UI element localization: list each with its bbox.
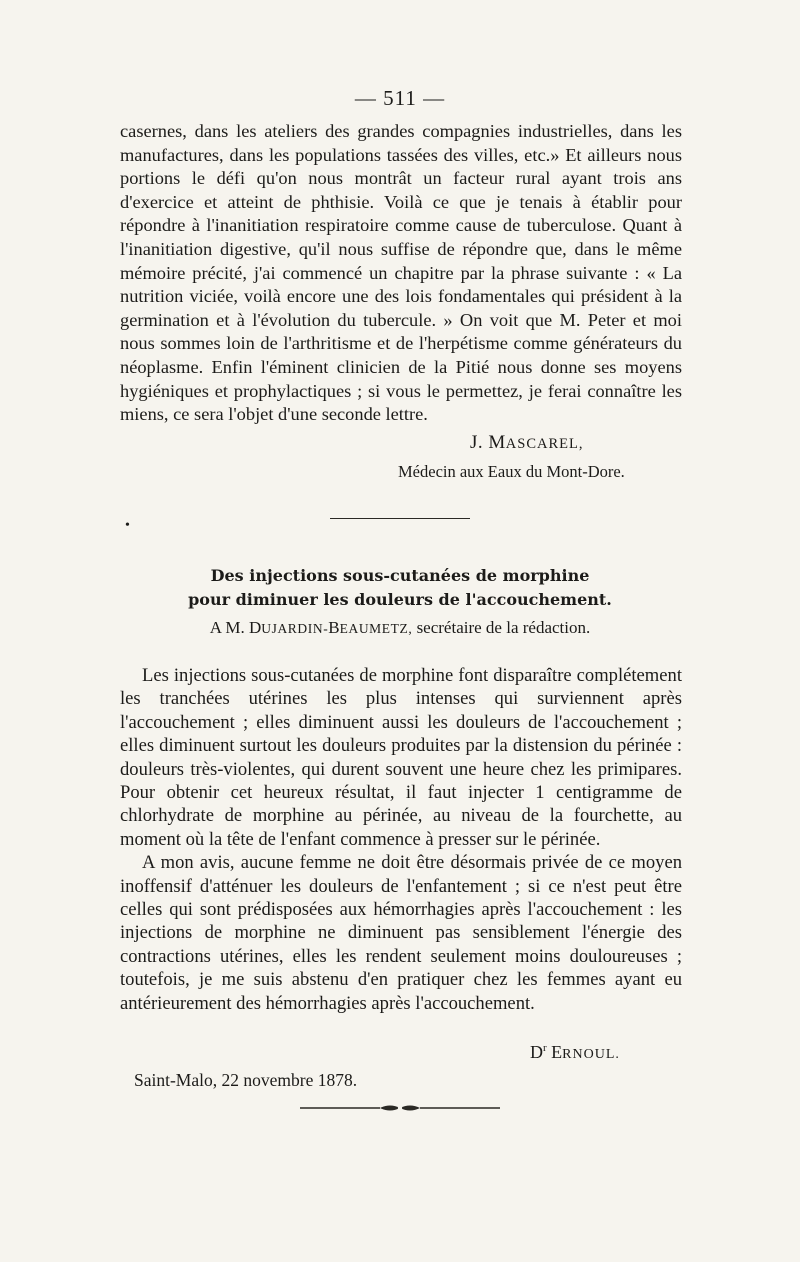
- address-name-part1: UJARDIN-: [261, 621, 329, 636]
- article-address: [0, 618, 800, 638]
- signature-mascarel: [470, 432, 584, 454]
- stray-dot: •: [125, 518, 130, 533]
- signature2-name: RNOUL.: [562, 1047, 620, 1062]
- ornament-divider: [300, 1102, 500, 1114]
- section-divider: [330, 518, 470, 519]
- paragraph-3: A mon avis, aucune femme ne doit être désormais privée de ce moyen inoffensif d'atténuer les douleurs de l'enfantement ; si ce n'est peut être celles qui sont prédisposées aux hémorrhagies après l'accouchement : les injections de morphine ne diminuent pas sensiblement l'énergie des contractions utérines, elles les rendent seulement moins douloureuses ; toutefois, je me suis abstenu d'en pratiquer chez les femmes ayant eu antérieurement des hémorrhagies après l'accouchement.: [120, 852, 682, 1014]
- address-name-part2: EAUMETZ,: [339, 621, 413, 636]
- signature-initial: J. M: [470, 432, 506, 453]
- place-date: Saint-Malo, 22 novembre 1878.: [134, 1070, 358, 1090]
- address-prefix: A M. D: [209, 618, 262, 637]
- address-suffix: secrétaire de la rédaction.: [412, 618, 591, 637]
- signature2-title-sup: r: [543, 1042, 547, 1054]
- article-title-line-2: pour diminuer les douleurs de l'accouchement.: [188, 590, 612, 609]
- signature2-title: D: [530, 1042, 543, 1062]
- signature2-initial: E: [546, 1042, 563, 1062]
- paragraph-1: casernes, dans les ateliers des grandes compagnies industrielles, dans les manufactures, dans les populations tassées des villes, etc.» Et ailleurs nous portions le défi qu'on nous montrât un facteur rural ayant trois ans d'exercice et atteint de phthisie. Voilà ce que je tenais à établir pour répondre à l'inanitiation respiratoire comme cause de tuberculose. Quant à l'inanitiation digestive, qu'il nous suffise de répondre que, dans le même mémoire précité, j'ai commencé un chapitre par la phrase suivante : « La nutrition viciée, voilà encore une des lois fondamentales qui président à la germination et à l'évolution du tubercule. » On voit que M. Peter et moi nous sommes loin de l'arthritisme et de l'herpétisme comme générateurs du néoplasme. Enfin l'éminent clinicien de la Pitié nous donne ses moyens hygiéniques et prophylactiques ; si vous le permettez, je ferai connaître les miens, ce sera l'objet d'une seconde lettre.: [120, 121, 682, 425]
- article-body: [120, 664, 682, 1015]
- page-number: — 511 —: [354, 86, 446, 110]
- signature-affiliation: Médecin aux Eaux du Mont-Dore.: [398, 462, 625, 481]
- address-name-initial2: B: [328, 618, 340, 637]
- signature-ernoul: [530, 1042, 620, 1063]
- paragraph-2: Les injections sous-cutanées de morphine font disparaître complétement les tranchées utérines les plus intenses qui surviennent après l'accouchement ; elles diminuent aussi les douleurs de l'accouchement ; elles diminuent surtout les douleurs produites par la distension du périnée : douleurs très-violentes, qui durent souvent une heure chez les primipares. Pour obtenir cet heureux résultat, il faut injecter 1 centigramme de chlorhydrate de morphine au périnée, au niveau de la fourchette, au moment où la tête de l'enfant commence à presser sur le périnée.: [120, 665, 682, 850]
- article-title-line-1: Des injections sous-cutanées de morphine: [210, 566, 590, 585]
- signature-name: ASCAREL,: [505, 436, 584, 452]
- article-title: [100, 564, 700, 612]
